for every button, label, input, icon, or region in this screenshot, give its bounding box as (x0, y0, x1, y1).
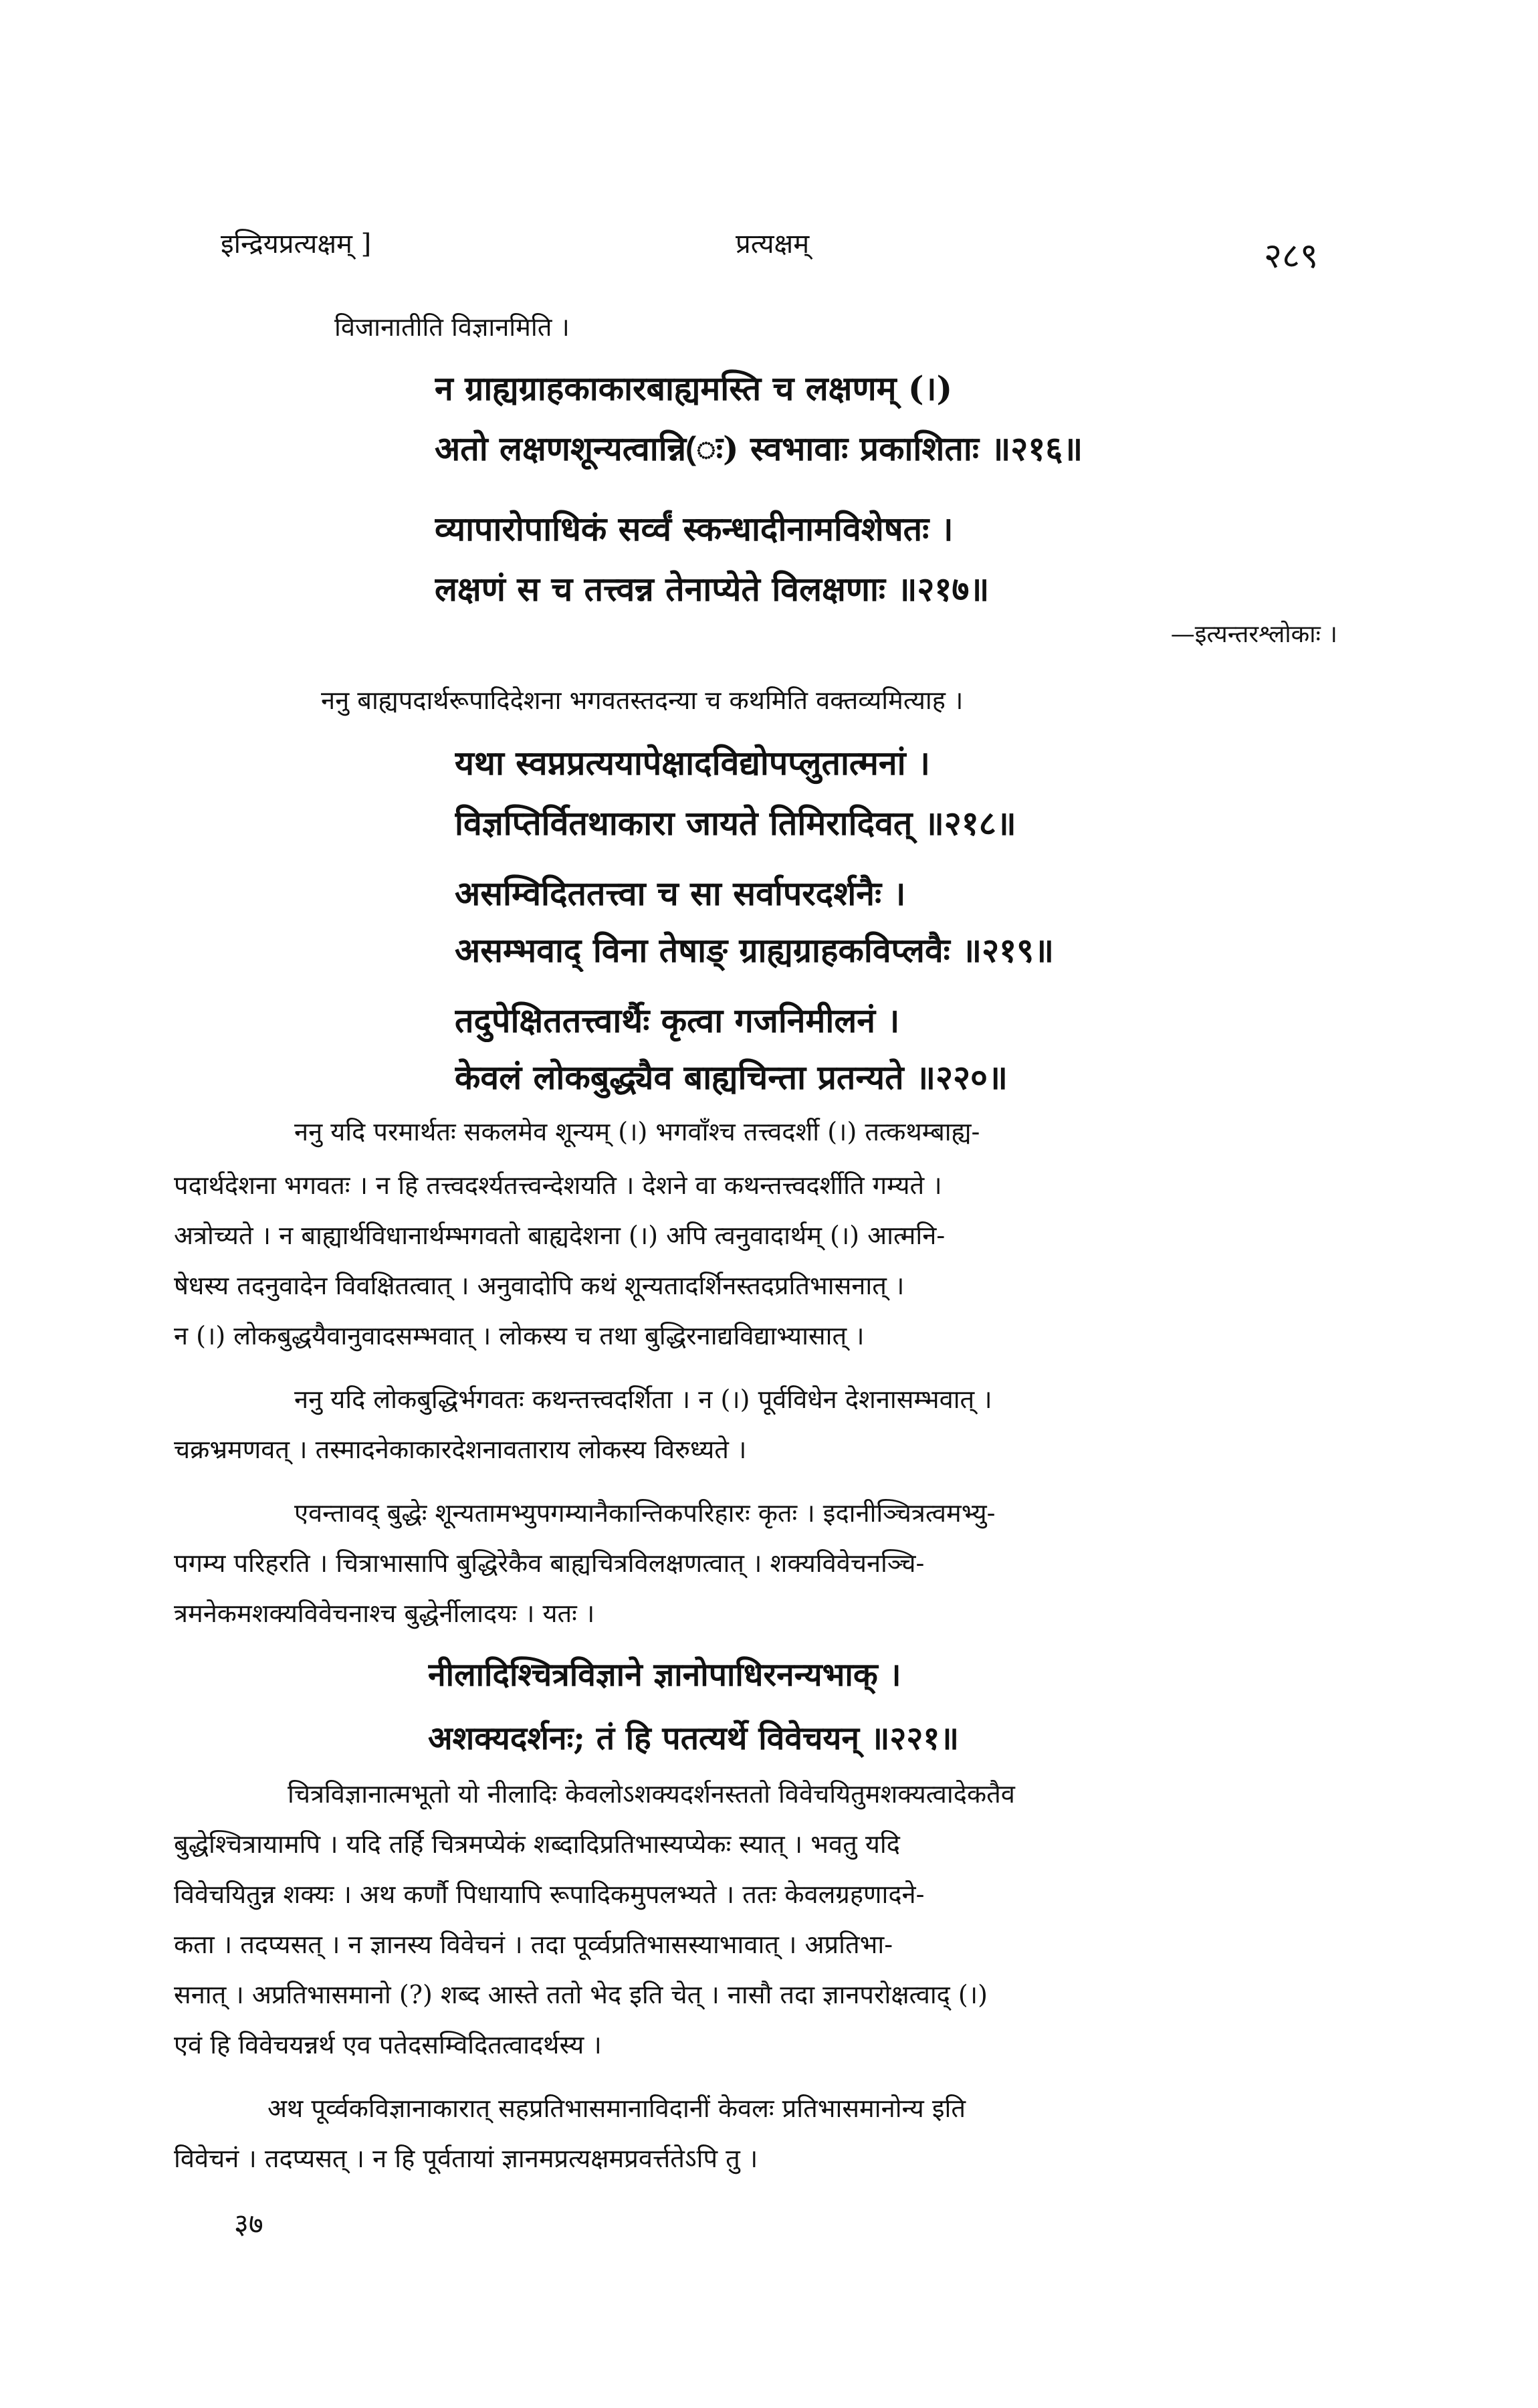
text-line: अथ पूर्व्वकविज्ञानाकारात् सहप्रतिभासमानाविदानीं केवलः प्रतिभासमानोन्य इति (267, 2094, 966, 2123)
running-header (221, 224, 1357, 278)
text-line: पगम्य परिहरति । चित्राभासापि बुद्धिरेकैव बाह्यचित्रविलक्षणत्वात् । शक्यविवेचनञ्चि- (174, 1548, 925, 1578)
text-line: सनात् । अप्रतिभासमानो (?) शब्द आस्ते ततो भेद इति चेत् । नासौ तदा ज्ञानपरोक्षत्वाद् (।) (174, 1980, 988, 2009)
text-line: एवन्तावद् बुद्धेः शून्यतामभ्युपगम्यानैकान्तिकपरिहारः कृतः । इदानीञ्चित्रत्वमभ्यु- (294, 1498, 996, 1528)
text-line: न (।) लोकबुद्धयैवानुवादसम्भवात् । लोकस्य च तथा बुद्धिरनाद्यविद्याभ्यासात् । (174, 1321, 865, 1350)
text-line: षेधस्य तदनुवादेन विवक्षितत्वात् । अनुवादोपि कथं शून्यतादर्शिनस्तदप्रतिभासनात् । (174, 1271, 905, 1300)
text-line: कता । तदप्यसत् । न ज्ञानस्य विवेचनं । तदा पूर्व्वप्रतिभासस्याभावात् । अप्रतिभा- (174, 1930, 893, 1959)
verse-line: विज्ञप्तिर्वितथाकारा जायते तिमिरादिवत् ॥२१८॥ (455, 803, 1016, 843)
text-line: चक्रभ्रमणवत् । तस्मादनेकाकारदेशनावताराय लोकस्य विरुध्यते । (174, 1435, 747, 1464)
text-line: ननु यदि लोकबुद्धिर्भगवतः कथन्तत्त्वदर्शिता । न (।) पूर्वविधेन देशनासम्भवात् । (294, 1385, 992, 1414)
text-line: एवं हि विवेचयन्नर्थ एव पतेदसम्विदितत्वादर्थस्य । (174, 2030, 602, 2060)
verse-line: तदुपेक्षिततत्त्वार्थैः कृत्वा गजनिमीलनं । (455, 1001, 900, 1040)
verse-line: अतो लक्षणशून्यत्वान्नि(ः) स्वभावाः प्रकाशिताः ॥२१६॥ (435, 429, 1083, 468)
verse-line: अशक्यदर्शनः; तं हि पतत्यर्थे विवेचयन् ॥२२१॥ (428, 1720, 960, 1757)
verse-line: व्यापारोपाधिकं सर्व्वं स्कन्धादीनामविशेषतः । (435, 509, 954, 548)
text-line: ननु यदि परमार्थतः सकलमेव शून्यम् (।) भगवाँश्च तत्त्वदर्शी (।) तत्कथम्बाह्य- (294, 1117, 980, 1146)
text-line: पदार्थदेशना भगवतः । न हि तत्त्वदर्श्यतत्त्वन्देशयति । देशने वा कथन्तत्त्वदर्शीति गम्यते । (174, 1171, 942, 1200)
verse-line: असम्भवाद् विना तेषाङ् ग्राह्यग्राहकविप्लवैः ॥२१९॥ (455, 930, 1055, 970)
text-line: चित्रविज्ञानात्मभूतो यो नीलादिः केवलोऽशक्यदर्शनस्ततो विवेचयितुमशक्यत्वादेकतैव (288, 1779, 1015, 1809)
verse-line: लक्षणं स च तत्त्वन्न तेनाप्येते विलक्षणाः ॥२१७॥ (435, 569, 990, 609)
text-line: अत्रोच्यते । न बाह्यार्थविधानार्थम्भगवतो बाह्यदेशना (।) अपि त्वनुवादार्थम् (।) आत्मनि- (174, 1221, 946, 1250)
text-line: त्रमनेकमशक्यविवेचनाश्च बुद्धेर्नीलादयः । यतः । (174, 1599, 595, 1628)
section-title: इन्द्रियप्रत्यक्षम् ] (221, 229, 372, 260)
verse-line: केवलं लोकबुद्ध्यैव बाह्यचिन्ता प्रतन्यते ॥२२०॥ (455, 1058, 1008, 1097)
text-line: बुद्धेश्चित्रायामपि । यदि तर्हि चित्रमप्येकं शब्दादिप्रतिभास्यप्येकः स्यात् । भवतु यदि (174, 1829, 900, 1859)
text-line: विजानातीति विज्ञानमिति । (334, 312, 570, 342)
text-line: विवेचयितुन्न शक्यः । अथ कर्णौ पिधायापि रूपादिकमुपलभ्यते । ततः केवलग्रहणादने- (174, 1880, 925, 1909)
verse-line: असम्विदिततत्त्वा च सा सर्वापरदर्शनैः । (455, 874, 906, 913)
verse-line: यथा स्वप्नप्रत्ययापेक्षादविद्योपप्लुतात्मनां । (455, 743, 930, 783)
verse-line: नीलादिश्चित्रविज्ञाने ज्ञानोपाधिरनन्यभाक् । (428, 1656, 901, 1694)
chapter-title: प्रत्यक्षम् (736, 229, 810, 260)
signature-mark: ३७ (234, 2207, 263, 2240)
text-line: ननु बाह्यपदार्थरूपादिदेशना भगवतस्तदन्या च कथमिति वक्तव्यमित्याह । (321, 686, 964, 715)
verse-attribution: —इत्यन्तरश्लोकाः । (1170, 621, 1337, 648)
page-number: २८९ (1264, 236, 1319, 276)
text-line: विवेचनं । तदप्यसत् । न हि पूर्वतायां ज्ञानमप्रत्यक्षमप्रवर्त्ततेऽपि तु । (174, 2144, 758, 2173)
verse-line: न ग्राह्यग्राहकाकारबाह्यमस्ति च लक्षणम् (।) (435, 369, 953, 408)
